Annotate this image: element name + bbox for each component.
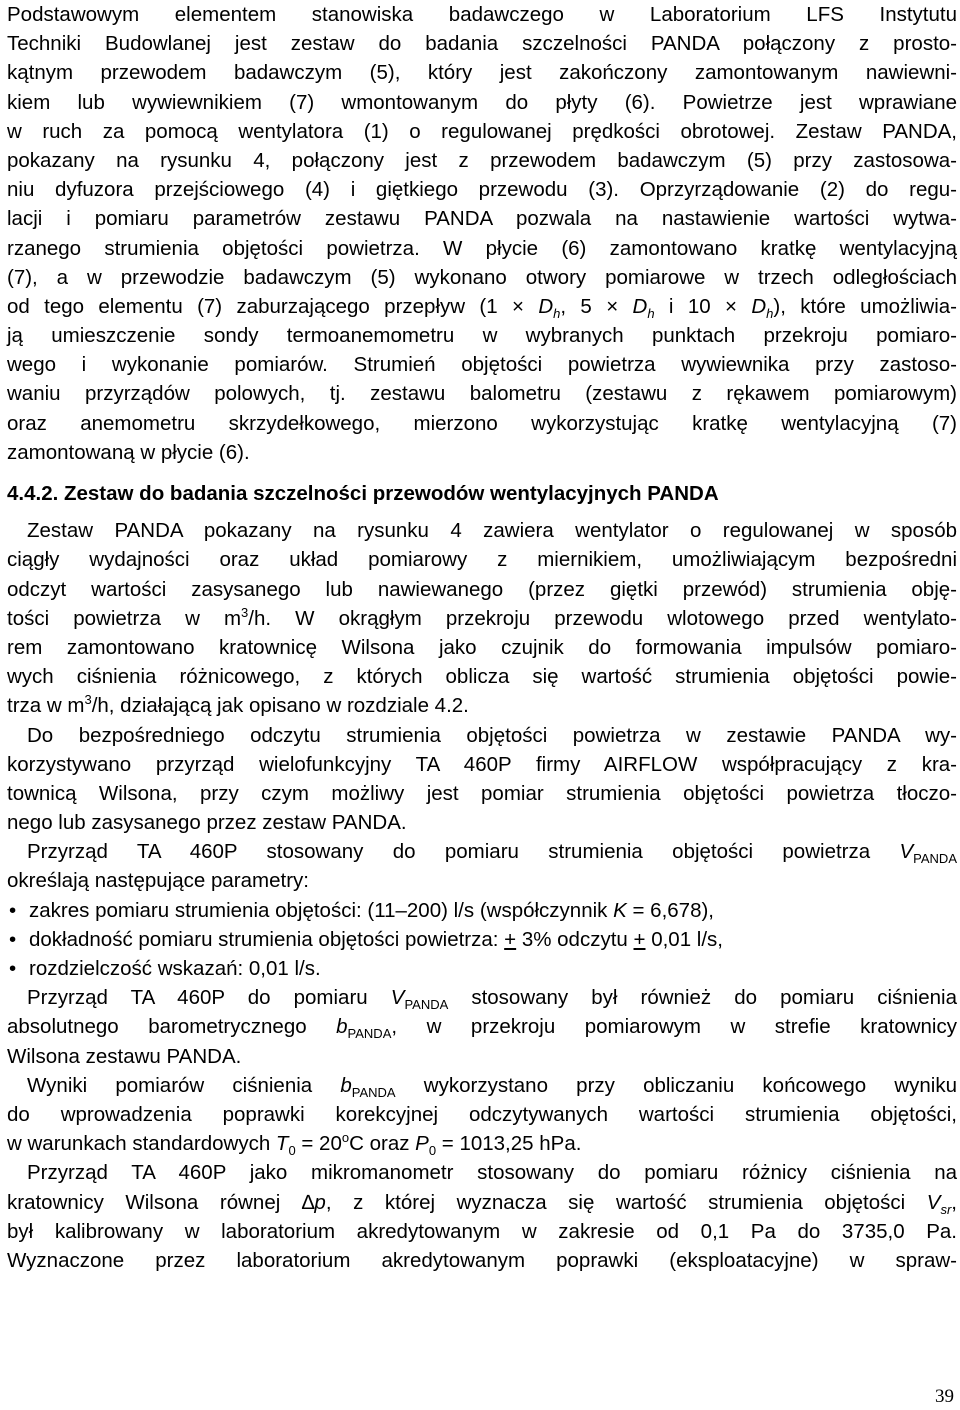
paragraph-ta460p <box>7 721 957 838</box>
text-line: Podstawowym elementem stanowiska badawczego w Laboratorium LFS Instytutu <box>7 3 957 26</box>
text-line: Wyznaczone przez laboratorium akredytowanym poprawki (eksploatacyjne) w spraw- <box>7 1248 957 1272</box>
paragraph-barometric <box>7 983 957 1071</box>
text-line: Przyrząd TA 460P stosowany do pomiaru strumienia objętości powietrza $V_{PANDA}$ <box>27 840 957 867</box>
text-line: wych ciśnienia różnicowego, z których oblicza się wartość strumienia objętości powie- <box>7 665 957 689</box>
text-line: rem zamontowano kratownicę Wilsona jako czujnik do formowania impulsów pomiaro- <box>7 635 957 659</box>
text-line: kratownicy Wilsona równej ∆p, z której wyznacza się wartość strumienia objętości $V_{sr}$, <box>7 1190 957 1217</box>
paragraph-panda-stand <box>7 0 957 467</box>
text-line: Wyniki pomiarów ciśnienia $b_{PANDA}$ wykorzystano przy obliczaniu końcowego wyniku <box>27 1073 957 1100</box>
text-line: waniu przyrządów polowych, tj. zestawu balometru (zestawu z rękawem pomiarowym) <box>7 382 957 406</box>
page-number: 39 <box>935 1386 954 1407</box>
section-heading: 4.4.2. Zestaw do badania szczelności przewodów wentylacyjnych PANDA <box>7 482 719 505</box>
text-line: ją umieszczenie sondy termoanemometru w wybranych punktach przekroju pomiaro- <box>7 324 957 348</box>
paragraph-parameters <box>7 837 957 895</box>
text-line: kiem lub wywiewnikiem (7) wmontowanym do płyty (6). Powietrze jest wprawiane <box>7 90 957 114</box>
list-item: • rozdzielczość wskazań: 0,01 l/s. <box>7 954 957 983</box>
text-line: trza w $m^3/h$, działającą jak opisano w rozdziale 4.2. <box>7 692 469 718</box>
text-line: Do bezpośredniego odczytu strumienia objętości powietrza w zestawie PANDA wy- <box>27 723 957 747</box>
text-line: Przyrząd TA 460P do pomiaru $V_{PANDA}$ stosowany był również do pomiaru ciśnienia <box>27 986 957 1013</box>
text-line: ciągły wydajności oraz układ pomiarowy z miernikiem, umożliwiającym bezpośredni <box>7 548 957 572</box>
text-line: określają następujące parametry: <box>7 869 309 893</box>
text-line: Zestaw PANDA pokazany na rysunku 4 zawiera wentylator o regulowanej w sposób <box>27 519 957 543</box>
text-line: Przyrząd TA 460P jako mikromanometr stosowany do pomiaru różnicy ciśnienia na <box>27 1161 957 1185</box>
text-line: odczyt wartości zasysanego lub nawiewanego (przez giętki przewód) strumienia obję- <box>7 577 957 601</box>
text-line: nego lub zasysanego przez zestaw PANDA. <box>7 811 407 835</box>
text-line: lacji i pomiaru parametrów zestawu PANDA pozwala na nastawienie wartości wytwa- <box>7 207 957 231</box>
text-line: (7), a w przewodzie badawczym (5) wykonano otwory pomiarowe w trzech odległościach <box>7 265 957 289</box>
paragraph-panda-description <box>7 516 957 720</box>
document-page <box>7 0 957 1275</box>
text-line: townicą Wilsona, przy czym możliwy jest pomiar strumienia objętości powietrza tłoczo- <box>7 781 957 805</box>
text-line: korzystywano przyrząd wielofunkcyjny TA 460P firmy AIRFLOW współpracujący z kra- <box>7 752 957 776</box>
list-item: • dokładność pomiaru strumienia objętości powietrza: + 3% odczytu + 0,01 l/s, <box>7 925 957 954</box>
text-line: w warunkach standardowych $T_0 = 20^oC$ oraz $P_0 = 1013,25$ hPa. <box>7 1130 582 1159</box>
text-line: niu dyfuzora przejściowego (4) i giętkiego przewodu (3). Oprzyrządowanie (2) do regu- <box>7 178 957 202</box>
text-line: pokazany na rysunku 4, połączony jest z przewodem badawczym (5) przy zastosowa- <box>7 148 957 172</box>
paragraph-correction <box>7 1071 957 1159</box>
text-line: zamontowaną w płycie (6). <box>7 440 250 464</box>
text-line: od tego elementu (7) zaburzającego przepływ ($1 \times D_h$, $5 \times D_h$ i $10 \times D_h$), które umożliwia- <box>7 294 957 321</box>
parameters-list <box>7 896 957 984</box>
text-line: wego i wykonanie pomiarów. Strumień objętości powietrza wywiewnika przy zastoso- <box>7 353 957 377</box>
paragraph-calibration <box>7 1158 957 1275</box>
text-line: Techniki Budowlanej jest zestaw do badania szczelności PANDA połączony z prosto- <box>7 32 957 56</box>
text-line: do wprowadzenia poprawki korekcyjnej odczytywanych wartości strumienia objętości, <box>7 1102 957 1126</box>
text-line: był kalibrowany w laboratorium akredytowanym w zakresie od 0,1 Pa do 3735,0 Pa. <box>7 1219 957 1243</box>
text-line: w ruch za pomocą wentylatora (1) o regulowanej prędkości obrotowej. Zestaw PANDA, <box>7 119 957 143</box>
text-line: Wilsona zestawu PANDA. <box>7 1044 242 1068</box>
text-line: absolutnego barometrycznego $b_{PANDA}$, w przekroju pomiarowym w strefie kratownicy <box>7 1015 957 1042</box>
text-line: tości powietrza w $m^3/h$. W okrągłym przekroju przewodu wlotowego przed wentylato- <box>7 604 957 630</box>
list-item: • zakres pomiaru strumienia objętości: (11–200) l/s (współczynnik K = 6,678), <box>7 896 957 925</box>
text-line: kątnym przewodem badawczym (5), który jest zakończony zamontowanym nawiewni- <box>7 61 957 85</box>
text-line: oraz anemometru skrzydełkowego, mierzono wykorzystując kratkę wentylacyjną (7) <box>7 411 957 435</box>
text-line: rzanego strumienia objętości powietrza. W płycie (6) zamontowano kratkę wentylacyjną <box>7 236 957 260</box>
